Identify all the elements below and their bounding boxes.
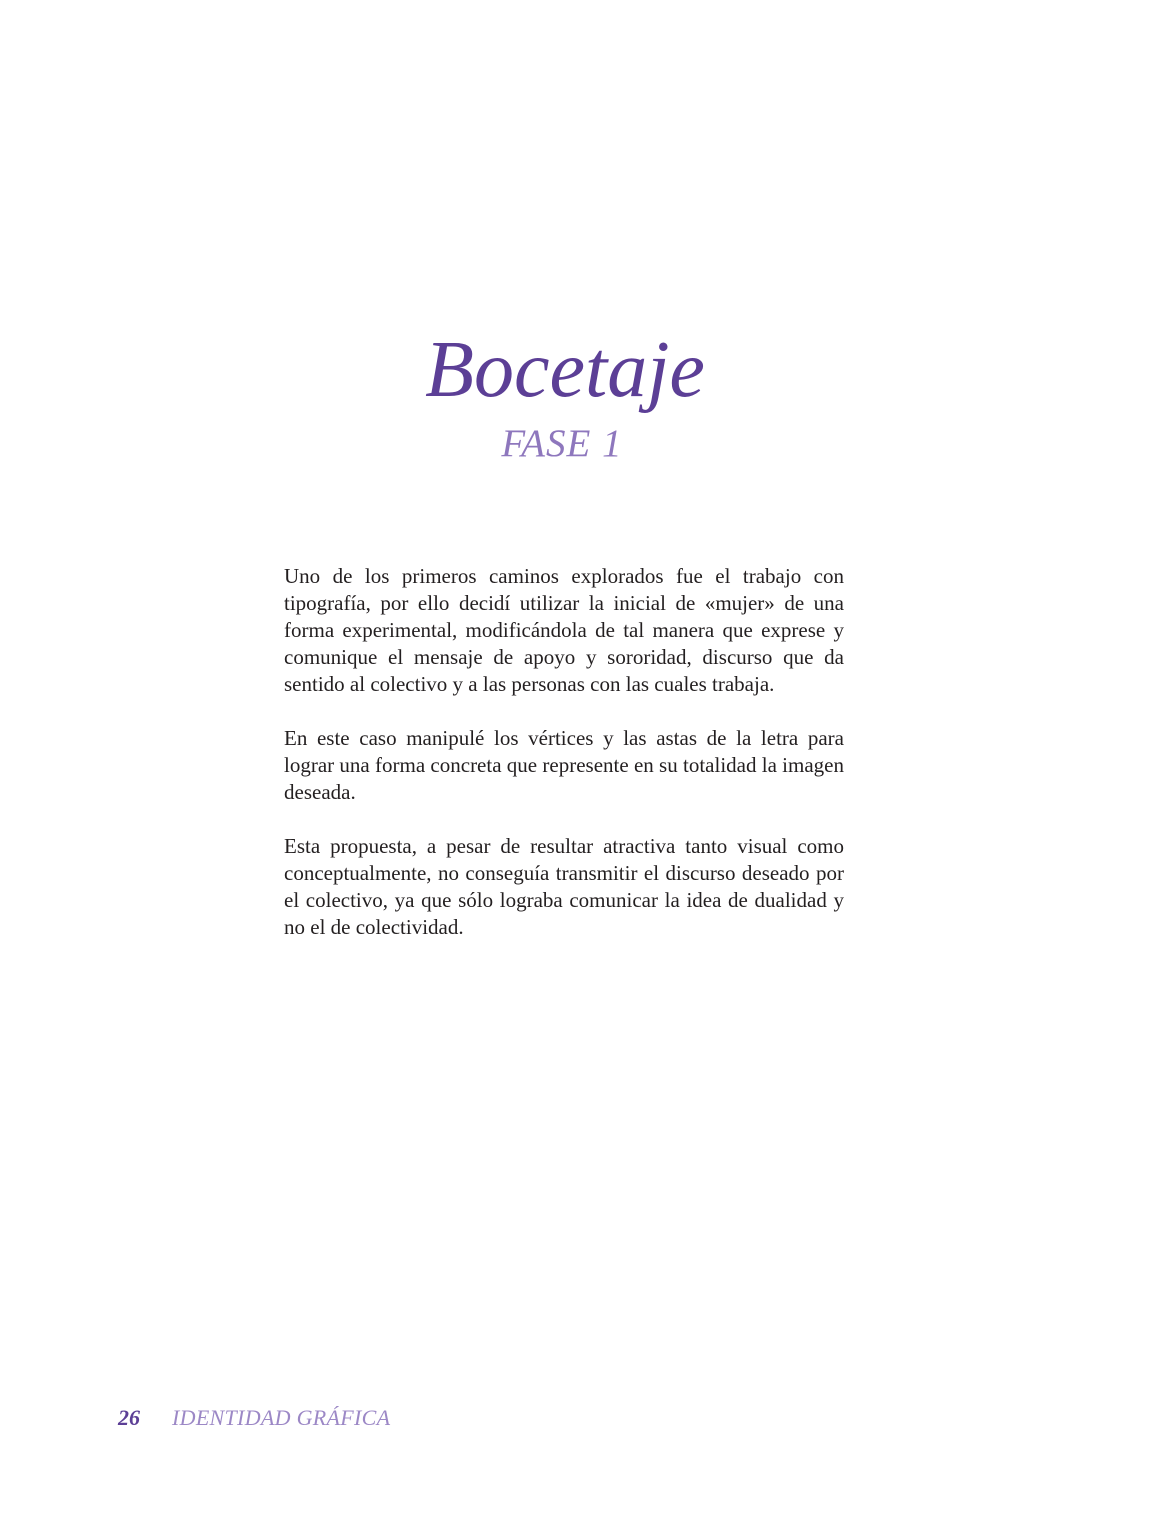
page-number: 26 — [118, 1405, 140, 1430]
paragraph-3: Esta propuesta, a pesar de resultar atractiva tanto visual como conceptualmente, no conseguía transmitir el discurso deseado por el colectivo, ya que sólo lograba comunicar la idea de dualidad y no el de colectividad. — [284, 834, 844, 939]
body-text — [284, 563, 844, 968]
page-footer — [118, 1405, 390, 1439]
page-subtitle: FASE 1 — [501, 422, 623, 465]
page-title: Bocetaje — [425, 326, 705, 414]
section-name: IDENTIDAD GRÁFICA — [172, 1405, 391, 1430]
paragraph-1: Uno de los primeros caminos explorados fue el trabajo con tipografía, por ello decidí utilizar la inicial de «mujer» de una forma experimental, modificándola de tal manera que exprese y comunique el mensaje de apoyo y sororidad, discurso que da sentido al colectivo y a las personas con las cuales trabaja. — [284, 564, 844, 696]
paragraph-2: En este caso manipulé los vértices y las astas de la letra para lograr una forma concreta que represente en su totalidad la imagen deseada. — [284, 726, 844, 804]
